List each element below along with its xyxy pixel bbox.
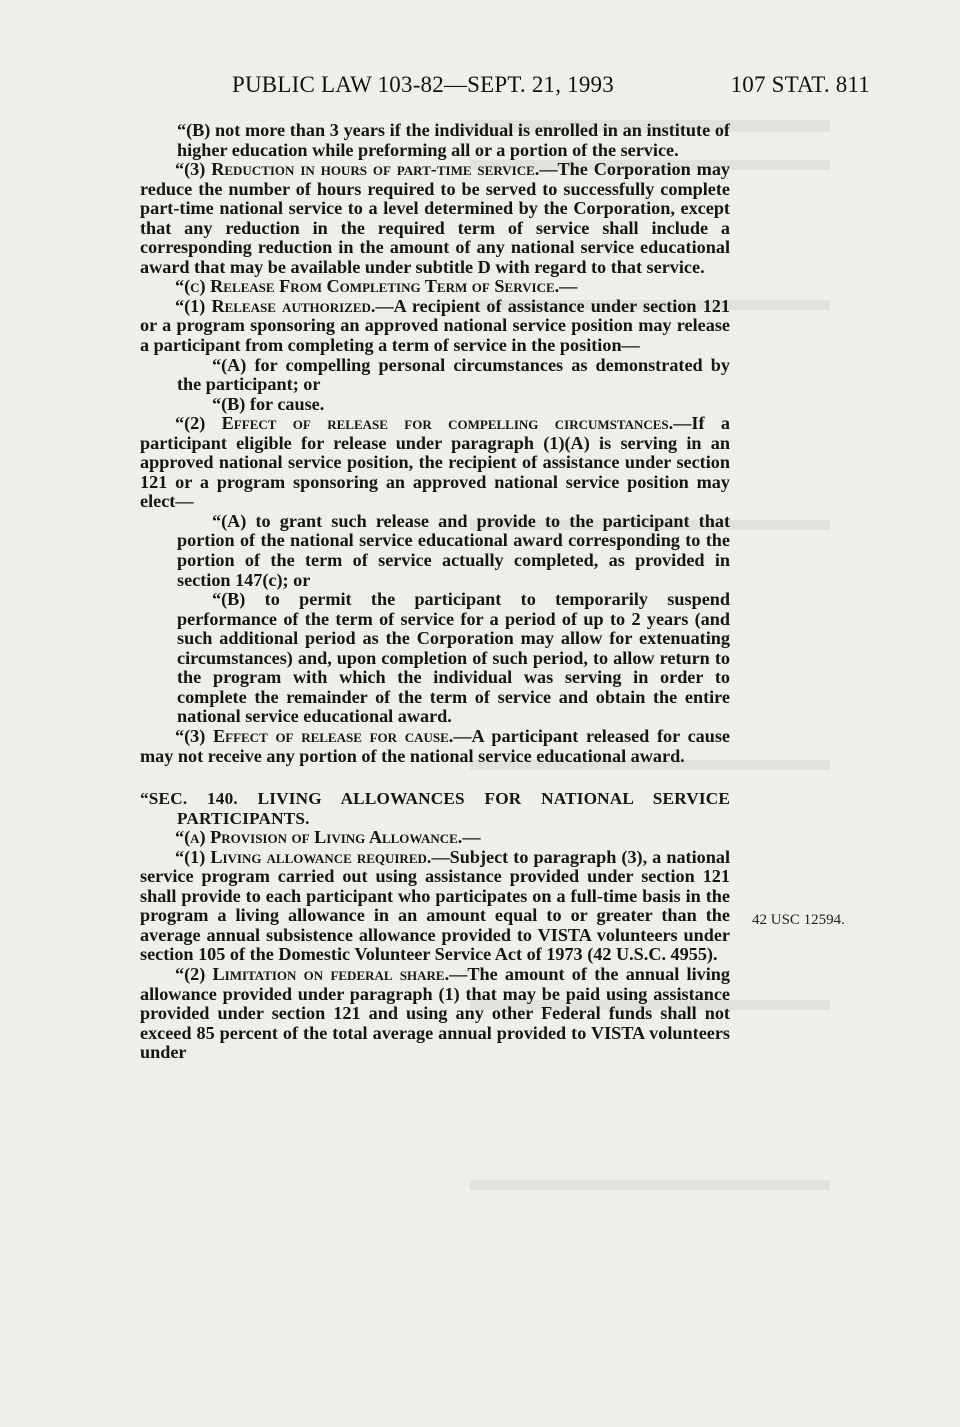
clause-b-cause: “(B) for cause. (212, 393, 325, 414)
usc-margin-citation: 42 USC 12594. (752, 912, 845, 928)
paragraph-1-text: —A recipient of assistance under section 121 or a program sponsoring an approved national service position may release a participant from completing a term of service in the position— (140, 295, 730, 356)
clause-b-suspend: “(B) to permit the participant to temporarily suspend performance of the term of service for a period of up to 2 years (and such additional period as the Corporation may allow for extenuating circumstances) and, upon completion of such period, to allow return to the program with which the individual was serving in order to complete the remainder of the term of service and obtain the entire national service educational award. (177, 589, 730, 727)
paragraph-1-living-text: —Subject to paragraph (3), a national service program carried out using assistance provided under section 121 shall provide to each participant who participates on a full-time basis in the program a living allowance in an amount equal to or greater than the average annual subsistence allowance provided to VISTA volunteers under section 105 of the Domestic Volunteer Service Act of 1973 (42 U.S.C. 4955). (140, 846, 730, 965)
paragraph-3-cause-text: —A participant released for cause may not receive any portion of the national service educational award. (140, 725, 731, 766)
paragraph-2-text: —If a participant eligible for release under paragraph (1)(A) is serving in an approved national service position, the recipient of assistance under section 121 or a program sponsoring an approved national service position may elect— (140, 413, 730, 512)
paragraph-2-federal-heading: “(2) Limitation on federal share. (175, 963, 450, 984)
statute-text (140, 121, 730, 1063)
paragraph-2-federal-text: —The amount of the annual living allowance provided under paragraph (1) that may be paid using assistance provided under section 121 and using any other Federal funds shall not exceed 85 percent of the total average annual provided to VISTA volunteers under (140, 963, 730, 1063)
paragraph-3-cause-heading: “(3) Effect of release for cause. (175, 725, 454, 746)
paragraph-3-heading: “(3) Reduction in hours of part-time service. (175, 159, 540, 180)
section-140-heading: “SEC. 140. LIVING ALLOWANCES FOR NATIONAL SERVICE PARTICIPANTS. (140, 789, 730, 828)
subsection-c-heading: “(c) Release From Completing Term of Service.— (175, 276, 578, 297)
running-head-title: PUBLIC LAW 103-82—SEPT. 21, 1993 (232, 72, 614, 97)
subsection-a-heading: “(a) Provision of Living Allowance.— (175, 827, 481, 848)
paragraph-1-heading: “(1) Release authorized. (175, 295, 376, 316)
paragraph-3-reduction (140, 160, 730, 277)
clause-b-enrolled: “(B) not more than 3 years if the individual is enrolled in an institute of higher education while preforming all or a portion of the service. (177, 120, 730, 160)
running-head-page-number: 107 STAT. 811 (730, 72, 870, 97)
paragraph-1-release (140, 297, 730, 356)
paragraph-3-effect-cause (140, 727, 730, 766)
paragraph-2-heading: “(2) Effect of release for compelling circumstances. (175, 413, 674, 434)
paragraph-1-living-allowance (140, 848, 730, 965)
paragraph-2-effect (140, 414, 730, 512)
clause-a-grant-release: “(A) to grant such release and provide to the participant that portion of the national service educational award corresponding to the portion of the term of service actually completed, as provided in section 147(c); or (177, 510, 730, 590)
paragraph-3-text: —The Corporation may reduce the number of hours required to be served to successfully complete part-time national service to a level determined by the Corporation, except that any reduction in the required term of service shall include a corresponding reduction in the amount of any national service educational award that may be available under subtitle D with regard to that service. (140, 159, 731, 277)
clause-a-compelling: “(A) for compelling personal circumstances as demonstrated by the participant; or (177, 354, 730, 395)
paragraph-2-federal-share (140, 965, 730, 1063)
paragraph-1-living-heading: “(1) Living allowance required. (175, 846, 432, 867)
